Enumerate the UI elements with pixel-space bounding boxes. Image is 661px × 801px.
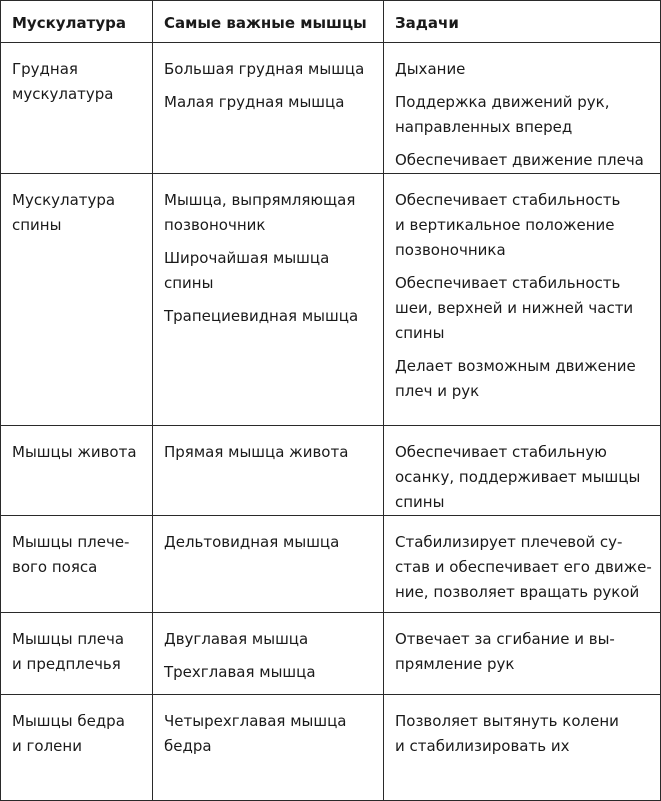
muscle-item — [164, 530, 375, 555]
muscle-item-line: позвоночник — [164, 216, 266, 234]
muscle-item-line: бедра — [164, 737, 212, 755]
muscle-item-line: Трапециевидная мышца — [164, 307, 359, 325]
table-row — [1, 43, 661, 174]
task-item-line: плеч и рук — [395, 382, 480, 400]
group-label-line: Грудная — [12, 60, 78, 78]
group-label-line: Мышцы бедра — [12, 712, 125, 730]
task-item-line: став и обеспечивает его движе- — [395, 558, 652, 576]
muscles-cell — [153, 174, 384, 426]
group-label-line: спины — [12, 216, 62, 234]
muscle-item — [164, 57, 375, 82]
muscle-item-line: Широчайшая мышца — [164, 249, 330, 267]
task-item-line: позвоночника — [395, 241, 506, 259]
muscle-item-line: Дельтовидная мышца — [164, 533, 340, 551]
muscle-item — [164, 440, 375, 465]
group-cell — [1, 613, 153, 695]
muscle-item-line: Трехглавая мышца — [164, 663, 316, 681]
group-label-line: Мышцы плече- — [12, 533, 130, 551]
task-item-line: ние, позволяет вращать рукой — [395, 583, 640, 601]
tasks-cell — [384, 426, 661, 516]
muscle-item — [164, 246, 375, 296]
task-item-line: Позволяет вытянуть колени — [395, 712, 619, 730]
task-item-line: и вертикальное положение — [395, 216, 615, 234]
table-row — [1, 695, 661, 801]
muscle-item-line: Большая грудная мышца — [164, 60, 365, 78]
muscle-item — [164, 627, 375, 652]
group-label-line: Мышцы живота — [12, 443, 137, 461]
muscle-item-line: Прямая мышца живота — [164, 443, 349, 461]
column-header-important-muscles: Самые важные мышцы — [153, 1, 384, 43]
task-item-line: спины — [395, 493, 445, 511]
task-item-line: осанку, поддерживает мышцы — [395, 468, 641, 486]
muscles-cell — [153, 613, 384, 695]
table-row — [1, 426, 661, 516]
task-item — [395, 627, 652, 677]
muscles-cell — [153, 426, 384, 516]
group-label-line: и голени — [12, 737, 82, 755]
task-item — [395, 57, 652, 82]
group-label-line: мускулатура — [12, 85, 114, 103]
task-item-line: Поддержка движений рук, — [395, 93, 610, 111]
table-row — [1, 516, 661, 613]
tasks-cell — [384, 516, 661, 613]
table-row — [1, 613, 661, 695]
muscle-item-line: Мышца, выпрямляющая — [164, 191, 356, 209]
task-item-line: Обеспечивает стабильность — [395, 191, 621, 209]
task-item — [395, 271, 652, 346]
group-label-line: и предплечья — [12, 655, 121, 673]
muscle-item — [164, 709, 375, 759]
group-cell — [1, 426, 153, 516]
group-cell — [1, 43, 153, 174]
column-header-musculature: Мускулатура — [1, 1, 153, 43]
tasks-cell — [384, 695, 661, 801]
task-item — [395, 354, 652, 404]
tasks-cell — [384, 43, 661, 174]
group-label-line: Мышцы плеча — [12, 630, 125, 648]
muscle-item — [164, 304, 375, 329]
task-item-line: Отвечает за сгибание и вы- — [395, 630, 615, 648]
column-header-tasks: Задачи — [384, 1, 661, 43]
task-item-line: шеи, верхней и нижней части — [395, 299, 634, 317]
muscles-cell — [153, 43, 384, 174]
group-label-line: Мускулатура — [12, 191, 116, 209]
header-row — [1, 1, 661, 43]
group-cell — [1, 516, 153, 613]
muscle-item — [164, 660, 375, 685]
task-item — [395, 188, 652, 263]
task-item-line: Дыхание — [395, 60, 466, 78]
muscle-item — [164, 90, 375, 115]
task-item — [395, 709, 652, 759]
tasks-cell — [384, 613, 661, 695]
muscle-item-line: спины — [164, 274, 214, 292]
tasks-cell — [384, 174, 661, 426]
task-item-line: и стабилизировать их — [395, 737, 570, 755]
task-item — [395, 148, 652, 173]
task-item — [395, 530, 652, 605]
task-item-line: направленных вперед — [395, 118, 573, 136]
task-item-line: Обеспечивает стабильную — [395, 443, 607, 461]
muscle-item-line: Четырехглавая мышца — [164, 712, 347, 730]
group-label-line: вого пояса — [12, 558, 98, 576]
task-item-line: Делает возможным движение — [395, 357, 636, 375]
task-item — [395, 90, 652, 140]
muscle-item-line: Двуглавая мышца — [164, 630, 309, 648]
task-item-line: Обеспечивает движение плеча — [395, 151, 644, 169]
task-item-line: Обеспечивает стабильность — [395, 274, 621, 292]
group-cell — [1, 695, 153, 801]
table-header — [1, 1, 661, 43]
group-cell — [1, 174, 153, 426]
muscle-item-line: Малая грудная мышца — [164, 93, 345, 111]
task-item — [395, 440, 652, 515]
task-item-line: спины — [395, 324, 445, 342]
table-body — [1, 43, 661, 801]
task-item-line: прямление рук — [395, 655, 515, 673]
task-item-line: Стабилизирует плечевой су- — [395, 533, 623, 551]
muscles-cell — [153, 695, 384, 801]
muscles-cell — [153, 516, 384, 613]
muscle-item — [164, 188, 375, 238]
table-row — [1, 174, 661, 426]
